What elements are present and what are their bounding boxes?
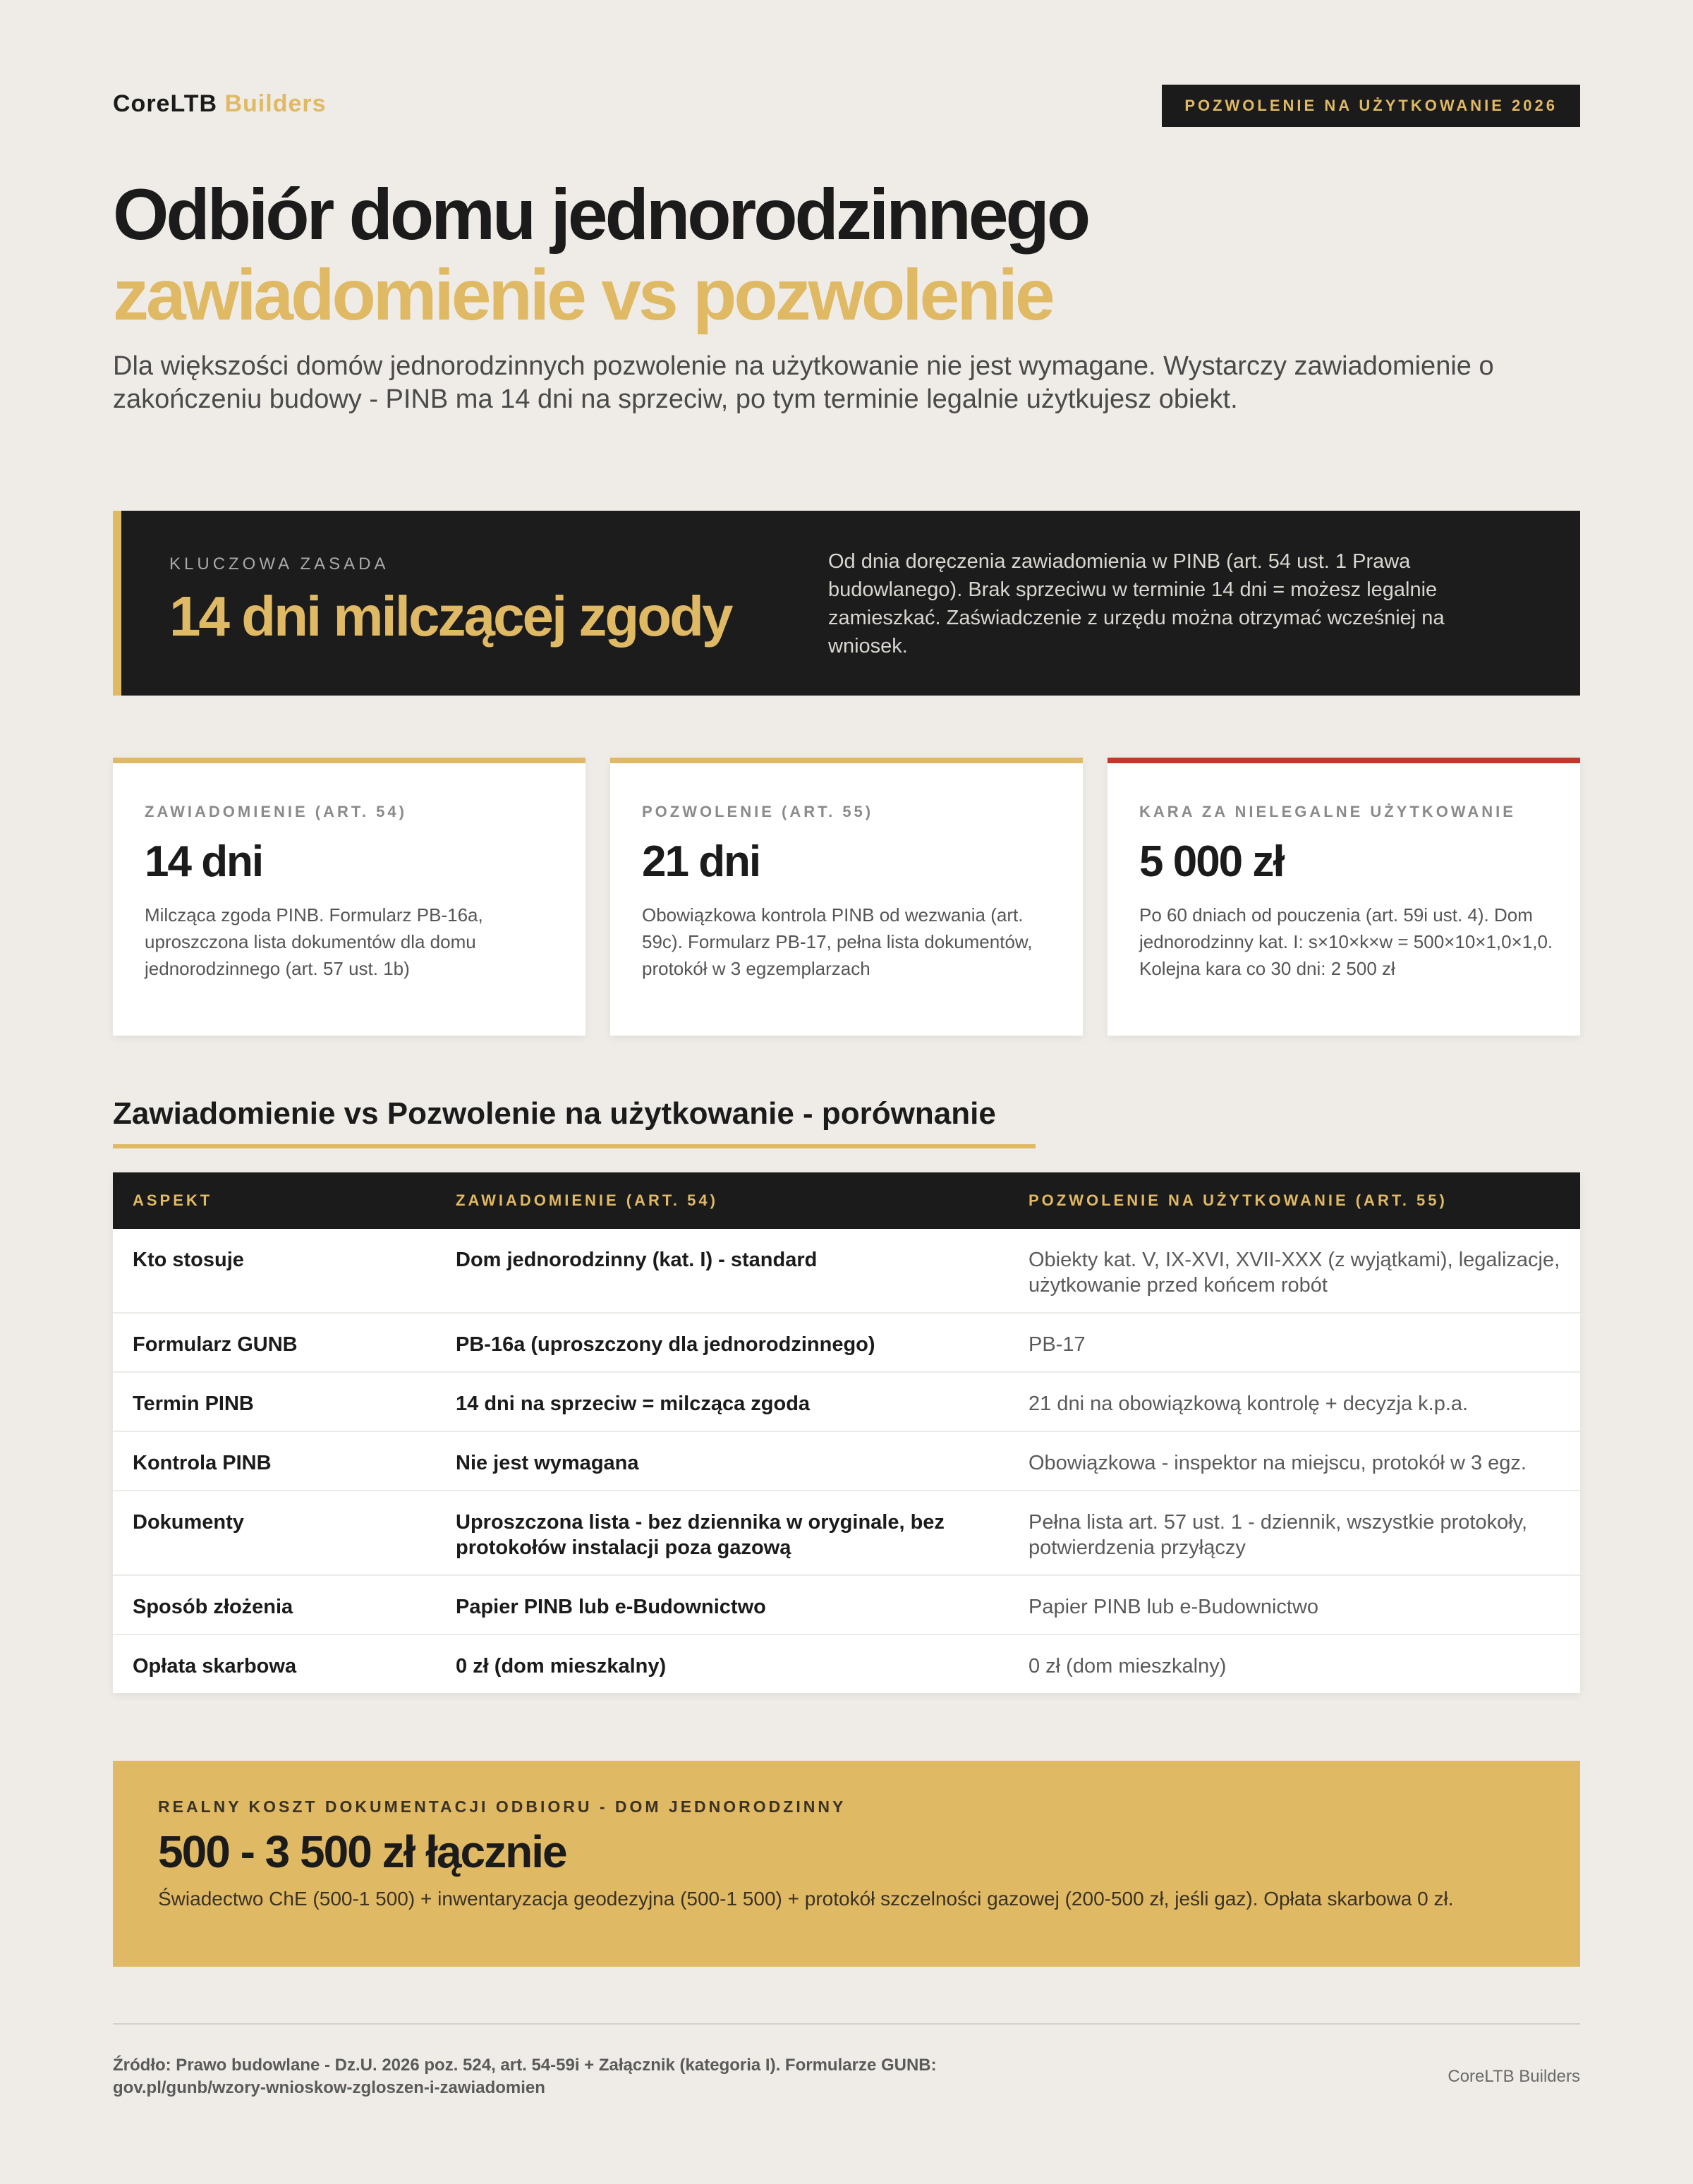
cell-notification: PB-16a (uproszczony dla jednorodzinnego) bbox=[436, 1313, 1009, 1372]
key-principle-text: Od dnia doręczenia zawiadomienia w PINB (art. 54 ust. 1 Prawa budowlanego). Brak sprzeciwu w terminie 14 dni = możesz legalnie zamieszkać. Zaświadczenie z urzędu można otrzymać wcześniej na wniosek. bbox=[828, 550, 1445, 657]
cell-aspect: Sposób złożenia bbox=[113, 1575, 436, 1634]
cost-summary-panel bbox=[113, 1761, 1580, 1967]
key-principle-panel bbox=[113, 511, 1580, 696]
column-header-aspect: ASPEKT bbox=[113, 1172, 436, 1229]
brand-name: CoreLTB bbox=[113, 90, 218, 117]
card-description: Obowiązkowa kontrola PINB od wezwania (art. 59c). Formularz PB-17, pełna lista dokumentów, protokół w 3 egzemplarzach bbox=[642, 904, 1033, 979]
card-label: POZWOLENIE (ART. 55) bbox=[642, 803, 874, 820]
card-value: 5 000 zł bbox=[1139, 837, 1284, 886]
cell-notification: Dom jednorodzinny (kat. I) - standard bbox=[436, 1229, 1009, 1313]
table-row bbox=[113, 1229, 1580, 1313]
card-value: 14 dni bbox=[145, 837, 263, 886]
column-header-notification: ZAWIADOMIENIE (ART. 54) bbox=[436, 1172, 1009, 1229]
table-row bbox=[113, 1372, 1580, 1431]
table-header-row bbox=[113, 1172, 1580, 1229]
key-principle-value: 14 dni milczącej zgody bbox=[169, 585, 732, 648]
table-row bbox=[113, 1431, 1580, 1491]
stat-card-notification bbox=[113, 758, 585, 1036]
cost-label: REALNY KOSZT DOKUMENTACJI ODBIORU - DOM JEDNORODZINNY bbox=[158, 1797, 846, 1816]
card-label: ZAWIADOMIENIE (ART. 54) bbox=[145, 803, 407, 820]
table-row bbox=[113, 1491, 1580, 1575]
column-header-permit: POZWOLENIE NA UŻYTKOWANIE (ART. 55) bbox=[1009, 1172, 1580, 1229]
brand-suffix: Builders bbox=[224, 90, 327, 117]
stat-card-permit bbox=[610, 758, 1083, 1036]
cell-notification: Nie jest wymagana bbox=[436, 1431, 1009, 1491]
cell-notification: Papier PINB lub e-Budownictwo bbox=[436, 1575, 1009, 1634]
card-label: KARA ZA NIELEGALNE UŻYTKOWANIE bbox=[1139, 803, 1516, 820]
cell-permit: Obowiązkowa - inspektor na miejscu, protokół w 3 egz. bbox=[1009, 1431, 1580, 1491]
header bbox=[113, 85, 1580, 127]
footer-brand: CoreLTB Builders bbox=[1448, 2067, 1580, 2086]
table-row bbox=[113, 1313, 1580, 1372]
comparison-table bbox=[113, 1172, 1580, 1693]
footer-divider bbox=[113, 2023, 1580, 2025]
cell-notification: 0 zł (dom mieszkalny) bbox=[456, 1655, 667, 1678]
cell-aspect: Kontrola PINB bbox=[113, 1431, 436, 1491]
key-principle-label: KLUCZOWA ZASADA bbox=[169, 554, 389, 574]
cell-permit: Pełna lista art. 57 ust. 1 - dziennik, wszystkie protokoły, potwierdzenia przyłączy bbox=[1009, 1491, 1580, 1575]
page-title: Odbiór domu jednorodzinnego bbox=[113, 174, 1088, 255]
table-row bbox=[113, 1575, 1580, 1634]
comparison-title: Zawiadomienie vs Pozwolenie na użytkowanie - porównanie bbox=[113, 1096, 996, 1131]
card-description: Po 60 dniach od pouczenia (art. 59i ust. 4). Dom jednorodzinny kat. I: s×10×k×w = 500×10×1,0×1,0. Kolejna kara co 30 dni: 2 500 zł bbox=[1139, 904, 1553, 979]
cell-permit: Obiekty kat. V, IX-XVI, XVII-XXX (z wyjątkami), legalizacje, użytkowanie przed końcem robót bbox=[1009, 1229, 1580, 1313]
topic-badge: POZWOLENIE NA UŻYTKOWANIE 2026 bbox=[1162, 85, 1580, 127]
stat-cards bbox=[113, 758, 1580, 1036]
cell-notification: 14 dni na sprzeciw = milcząca zgoda bbox=[436, 1372, 1009, 1431]
brand-logo bbox=[113, 90, 327, 118]
cell-aspect: Termin PINB bbox=[113, 1372, 436, 1431]
section-underline bbox=[113, 1144, 1036, 1148]
card-description: Milcząca zgoda PINB. Formularz PB-16a, uproszczona lista dokumentów dla domu jednorodzinnego (art. 57 ust. 1b) bbox=[145, 904, 483, 979]
cell-permit: 21 dni na obowiązkową kontrolę + decyzja k.p.a. bbox=[1009, 1372, 1580, 1431]
card-value: 21 dni bbox=[642, 837, 760, 886]
lead-paragraph: Dla większości domów jednorodzinnych pozwolenie na użytkowanie nie jest wymagane. Wystarczy zawiadomienie o zakończeniu budowy - PINB ma 14 dni na sprzeciw, po tym terminie legalnie użytkujesz obiekt. bbox=[113, 351, 1494, 414]
cell-permit: PB-17 bbox=[1009, 1313, 1580, 1372]
cost-value: 500 - 3 500 zł łącznie bbox=[158, 1826, 566, 1877]
footer-source: Źródło: Prawo budowlane - Dz.U. 2026 poz. 524, art. 54-59i + Załącznik (kategoria I). Formularze GUNB: gov.pl/gunb/wzory-wnioskow-zgloszen-i-zawiadomien bbox=[113, 2056, 937, 2097]
table-row bbox=[113, 1634, 1580, 1693]
cell-permit: 0 zł (dom mieszkalny) bbox=[1028, 1655, 1227, 1678]
cell-aspect: Opłata skarbowa bbox=[133, 1655, 297, 1678]
cost-description: Świadectwo ChE (500-1 500) + inwentaryzacja geodezyjna (500-1 500) + protokół szczelności gazowej (200-500 zł, jeśli gaz). Opłata skarbowa 0 zł. bbox=[158, 1888, 1454, 1910]
cell-notification: Uproszczona lista - bez dziennika w oryginale, bez protokołów instalacji poza gazową bbox=[436, 1491, 1009, 1575]
cell-permit: Papier PINB lub e-Budownictwo bbox=[1009, 1575, 1580, 1634]
cell-aspect: Dokumenty bbox=[113, 1491, 436, 1575]
stat-card-penalty bbox=[1108, 758, 1580, 1036]
cell-aspect: Kto stosuje bbox=[113, 1229, 436, 1313]
cell-aspect: Formularz GUNB bbox=[113, 1313, 436, 1372]
page-subtitle: zawiadomienie vs pozwolenie bbox=[113, 255, 1052, 335]
